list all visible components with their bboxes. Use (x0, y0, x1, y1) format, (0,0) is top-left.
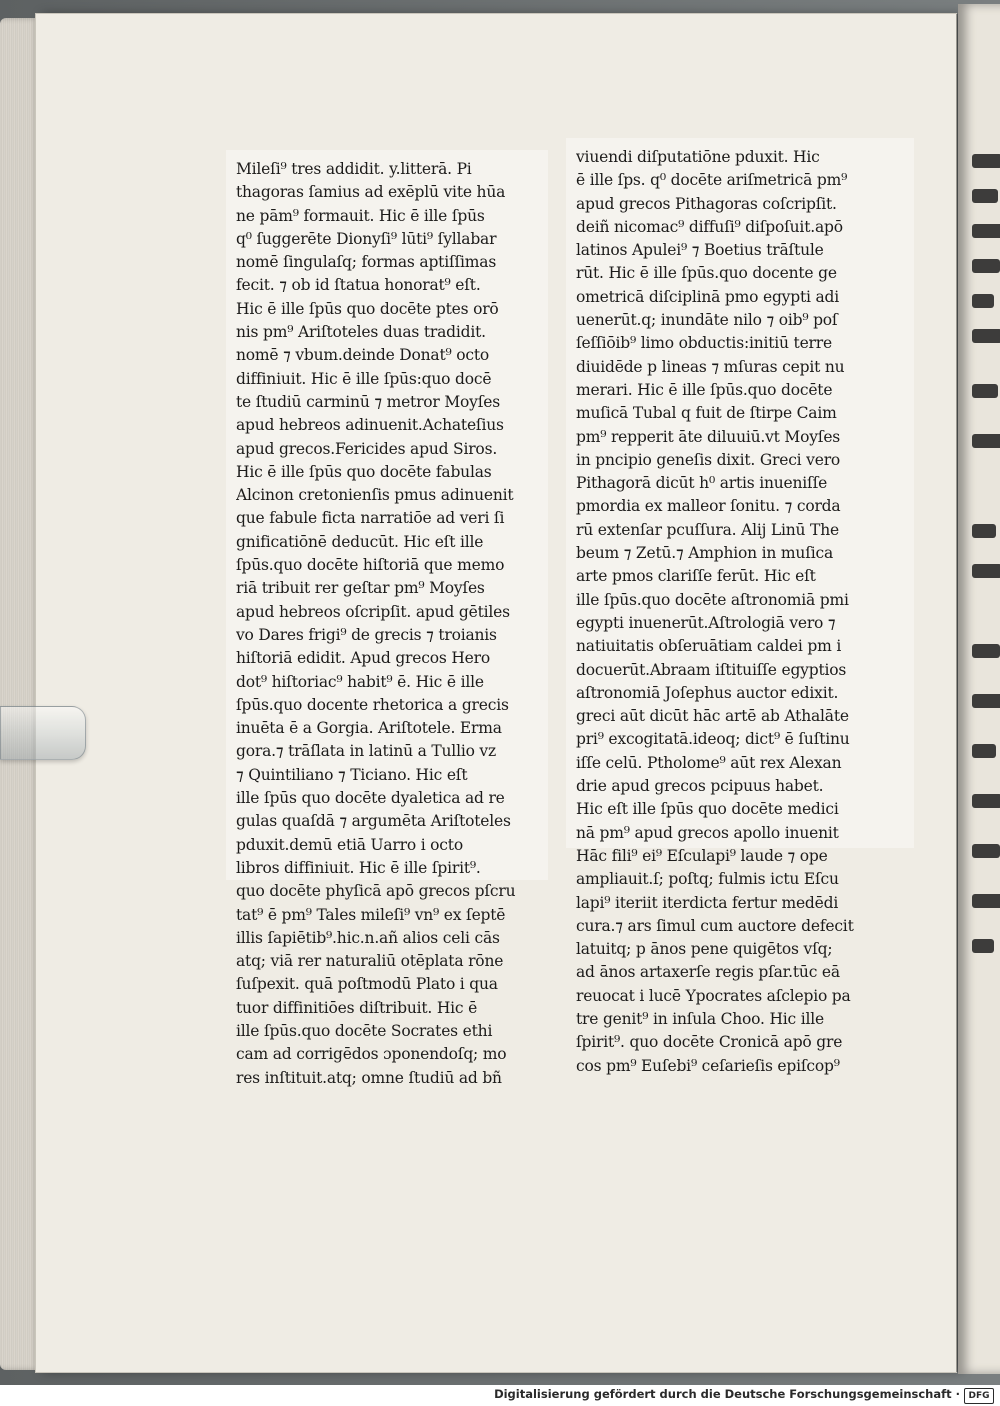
text-line: apud hebreos oſcripſit. apud gētiles (236, 602, 510, 621)
text-line: latinos Apulei⁹ ⁊ Boetius trāſtule (576, 241, 824, 260)
text-line: egypti inuenerūt.Aſtrologiā vero ⁊ (576, 613, 836, 632)
text-line: ē ille ſps. q⁰ docēte ariſmetricā pm⁹ (576, 171, 848, 190)
text-line: ſuſpexit. quā poſtmodū Plato i qua (236, 975, 498, 994)
text-line: Hic ē ille ſpūs quo docēte fabulas (236, 462, 492, 481)
text-line: apud grecos Pithagoras coſcripſit. (576, 194, 837, 213)
text-line: cam ad corrigēdos ɔponendoſq; mo (236, 1045, 507, 1064)
text-line: gora.⁊ trāſlata in latinū a Tullio vz (236, 742, 496, 761)
text-line: uenerūt.q; inundāte nilo ⁊ oib⁹ poſ (576, 311, 838, 330)
text-line: fecit. ⁊ ob id ſtatua honorat⁹ eſt. (236, 276, 481, 295)
text-line: pduxit.demū etiā Uarro i octo (236, 835, 463, 854)
text-line: ad ānos artaxerſe regis pſar.tūc eā (576, 963, 840, 982)
text-line: ille ſpūs.quo docēte aſtronomiā pmi (576, 590, 849, 609)
text-line: vo Dares frigi⁹ de grecis ⁊ troianis (236, 625, 497, 644)
text-line: ſpūs.quo docente rhetorica a grecis (236, 695, 509, 714)
text-line: Hāc fili⁹ ei⁹ Eſculapi⁹ laude ⁊ ope (576, 846, 828, 865)
text-line: reuocat i lucē Ypocrates aſclepio pa (576, 986, 851, 1005)
text-line: Pithagorā dicūt h⁰ artis inueniſſe (576, 474, 828, 493)
text-line: ometricā diſciplinā pmo egypti adi (576, 287, 839, 306)
text-line: dot⁹ hiſtoriac⁹ habit⁹ ē. Hic ē ille (236, 672, 484, 691)
text-line: rūt. Hic ē ille ſpūs.quo docente ge (576, 264, 837, 283)
footer-credit: Digitalisierung gefördert durch die Deutsche Forschungsgemeinschaft · (494, 1387, 960, 1401)
text-line: beum ⁊ Zetū.⁊ Amphion in muſica (576, 544, 834, 563)
text-line: res inſtituit.atq; omne ſtudiū ad bñ (236, 1068, 502, 1087)
text-line: tat⁹ ē pm⁹ Tales mileſi⁹ vn⁹ ex ſeptē (236, 905, 506, 924)
text-line: ⁊ Quintiliano ⁊ Ticiano. Hic eſt (236, 765, 468, 784)
text-line: rū extenſar pcuſſura. Alij Linū The (576, 520, 839, 539)
text-line: aſtronomiā Joſephus auctor edixit. (576, 683, 839, 702)
text-line: ne pām⁹ formauit. Hic ē ille ſpūs (236, 206, 485, 225)
text-line: merari. Hic ē ille ſpūs.quo docēte (576, 380, 833, 399)
text-line: ſpirit⁹. quo docēte Cronicā apō gre (576, 1033, 843, 1052)
text-line: nā pm⁹ apud grecos apollo inuenit (576, 823, 839, 842)
text-line: Alcinon cretonienſis pmus adinuenit (236, 486, 514, 505)
text-line: gulas quaſdā ⁊ argumēta Ariſtoteles (236, 812, 511, 831)
text-line: muſicā Tubal q fuit de ſtirpe Caim (576, 404, 837, 423)
glass-page-weight (0, 706, 86, 760)
text-line: lapi⁹ iteriit iterdicta fertur medēdi (576, 893, 839, 912)
text-line: nomē ſingulaſq; formas aptiſſimas (236, 253, 497, 272)
text-line: nomē ⁊ vbum.deinde Donat⁹ octo (236, 346, 490, 365)
text-line: ſeſſiōib⁹ limo obductis:initiū terre (576, 334, 832, 353)
text-line: atq; viā rer naturaliū otēplata rōne (236, 952, 504, 971)
text-line: pri⁹ excogitatā.ideoq; dict⁹ ē ſuſtinu (576, 730, 850, 749)
text-line: ille ſpūs quo docēte dyaletica ad re (236, 789, 505, 808)
text-line: gnificatiōnē deducūt. Hic eſt ille (236, 532, 484, 551)
text-line: riā tribuit rer geſtar pm⁹ Moyſes (236, 579, 485, 598)
text-line: hiſtoriā edidit. Apud grecos Hero (236, 649, 490, 668)
text-line: pmordia ex malleor ſonitu. ⁊ corda (576, 497, 841, 516)
text-line: q⁰ ſuggerēte Dionyſi⁹ lūti⁹ ſyllabar (236, 229, 497, 248)
text-line: libros diffiniuit. Hic ē ille ſpirit⁹. (236, 858, 481, 877)
text-line: deiñ nicomac⁹ diffuſi⁹ diſpoſuit.apō (576, 217, 843, 236)
text-line: ampliauit.ſ; poſtq; fulmis ictu Eſcu (576, 870, 839, 889)
text-line: arte pmos clariſſe ferūt. Hic eſt (576, 567, 816, 586)
left-text-column (236, 158, 536, 1090)
text-line: ille ſpūs.quo docēte Socrates ethi (236, 1021, 493, 1040)
text-line: Mileſi⁹ tres addidit. y.litterā. Pi (236, 160, 472, 178)
text-line: Hic eſt ille ſpūs quo docēte medici (576, 800, 839, 819)
text-line: Hic ē ille ſpūs quo docēte ptes orō (236, 299, 499, 318)
text-line: illis ſapiētib⁹.hic.n.añ alios celi cās (236, 928, 500, 947)
text-line: tre genit⁹ in inſula Choo. Hic ille (576, 1009, 825, 1028)
text-line: ſpūs.quo docēte hiſtoriā que memo (236, 556, 505, 575)
text-line: in pncipio geneſis dixit. Greci vero (576, 450, 841, 469)
text-line: apud grecos.Fericides apud Siros. (236, 439, 498, 458)
text-line: te ſtudiū carminū ⁊ metror Moyſes (236, 392, 500, 411)
text-line: quo docēte phyſicā apō grecos pſcru (236, 882, 516, 901)
text-line: docuerūt.Abraam iſtituiſſe egyptios (576, 660, 847, 679)
right-text-column (576, 146, 906, 1078)
text-line: latuitq; p ānos pene quigētos vſq; (576, 940, 833, 959)
facing-page-edge (958, 4, 1000, 1374)
text-line: viuendi diſputatiōne pduxit. Hic (576, 148, 820, 166)
text-line: iſſe celū. Ptholome⁹ aūt rex Alexan (576, 753, 842, 772)
text-line: thagoras ſamius ad exēplū vite hūa (236, 183, 506, 202)
text-line: nis pm⁹ Ariſtoteles duas tradidit. (236, 323, 486, 342)
book-page-edges (0, 18, 40, 1370)
text-line: diffiniuit. Hic ē ille ſpūs:quo docē (236, 369, 492, 388)
text-line: natiuitatis obſeruātiam caldei pm i (576, 637, 842, 656)
text-line: inuēta ē a Gorgia. Ariſtotele. Erma (236, 719, 502, 738)
text-line: tuor diffinitiōes diſtribuit. Hic ē (236, 998, 478, 1017)
text-line: pm⁹ repperit āte diluuiū.vt Moyſes (576, 427, 841, 446)
text-line: cura.⁊ ars ſimul cum auctore defecit (576, 916, 854, 935)
dfg-logo: DFG (964, 1388, 994, 1404)
text-line: apud hebreos adinuenit.Achateſius (236, 416, 504, 435)
text-line: drie apud grecos pcipuus habet. (576, 777, 824, 796)
text-line: cos pm⁹ Euſebi⁹ ceſarieſis epiſcop⁹ (576, 1056, 840, 1075)
text-line: greci aūt dicūt hāc artē ab Athalāte (576, 707, 849, 726)
text-line: diuidēde p lineas ⁊ mſuras cepit nu (576, 357, 845, 376)
footer-bar (0, 1385, 1000, 1406)
text-line: que fabule ficta narratiōe ad veri ſi (236, 509, 505, 528)
